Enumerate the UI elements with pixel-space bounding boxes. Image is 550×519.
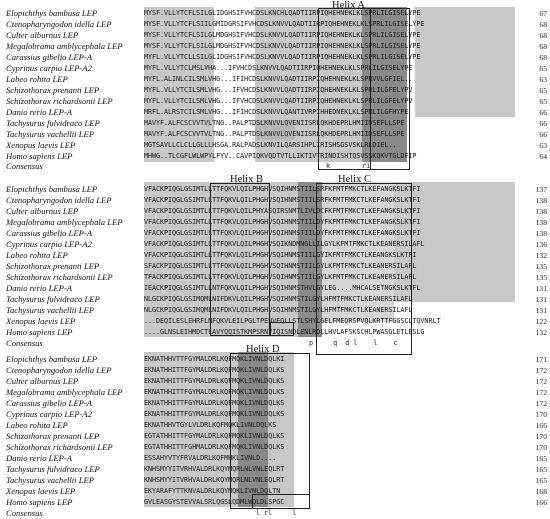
sequence: VFACKPIQGLGSIMTLLTTFQKVLQILPHGHVSQIHNMSTIILDYFKFMTFMKCTLKEFANGKSLKTFI [144,218,421,226]
alignment-row [0,118,550,129]
sequence: MYFL.ALINLCILSMLVHG...IFIHCDSLKNVVLQADTIIRPIQHEHNEKLKLSPRVVLGFIEL.. [144,75,413,83]
sequence: EKNATHHITTFGYMALDRLKQFMQKLIVNLDQLKS [144,399,285,407]
alignment-row [0,129,550,140]
residue-count: 165 [535,465,547,474]
residue-count: 132 [535,328,547,337]
alignment-row [0,475,550,486]
residue-count: 138 [535,196,547,205]
alignment-row [0,195,550,206]
sequence: NLGCKPIQGLGSIMQMLNIFDKVLQILPHGHVSQIHNMSTILGYLHFMTFMKCTLKEANERSILAFL [144,295,413,303]
alignment-row [0,96,550,107]
sequence: EKYARAFYTTKNVALDRLKQYMQKLIVNLDQLTN [144,487,281,495]
species-name: Elopichthys bambusa LEP [6,354,98,364]
alignment-row [0,206,550,217]
alignment-row [0,376,550,387]
species-name: Tachysurus vachellii LEP [6,129,95,139]
species-name: Labeo rohita LEP [6,250,68,260]
alignment-row [0,228,550,239]
species-name: Homo sapiens LEP [6,497,73,507]
sequence: MGTSAVLLCLCLLGLLLHSGA.RALPADSLKNVILQARSIHPLIRISHSGSVSKLRLDIEL.. [144,141,397,149]
sequence: MAVYF.ALFCSCVVTVLTNG..PALPTDSLKNVVLQVENIISRLQKHDEPRLHMIIDSEFLLSPE [144,119,405,127]
sequence: GVLEASGYSTEVVALSRLQGSLQDMLWQLDLSPGC [144,498,285,506]
sequence: SFACKPIQGLGSIMTLLTTFQKVLQILPHGHVSQIHNMSTIILGYLKFMTFMKCTLKEANERSILAFL [144,262,417,270]
consensus-marks: p q d l l c [309,339,398,347]
alignment-row [0,316,550,327]
residue-count: 65 [539,86,547,95]
sequence: ....GLNSLEIHMDCTLAVYQQISTKMPSRNVIQISNDLENLRDLLHVLAFSKSCHLPWASGLETLESLG [144,328,425,336]
alignment-row [0,19,550,30]
alignment-row [0,508,550,519]
residue-count: 65 [539,97,547,106]
species-name: Cyprinus carpio LEP-A2 [6,63,92,73]
species-name: Schizothorax richardsonii LEP [6,272,113,282]
species-name: Schizothorax prenanti LEP [6,85,100,95]
alignment-row [0,239,550,250]
species-name: Labeo rohita LEP [6,420,68,430]
residue-count: 171 [535,355,547,364]
alignment-row [0,8,550,19]
sequence: MHWG..TLCGFLWLWPYLFYV..CAVPIQKVQDTVTLLIKTIVTRINDISHTQSVSSKQKVTGLDFIP [144,152,417,160]
species-name: Carassius gibelio LEP-A [6,398,92,408]
residue-count: 166 [535,498,547,507]
residue-count: 170 [535,432,547,441]
alignment-row [0,431,550,442]
species-name: Megalobrama amblycephala LEP [6,217,123,227]
alignment-row [0,261,550,272]
residue-count: 66 [539,119,547,128]
alignment-row [0,387,550,398]
residue-count: 131 [535,284,547,293]
species-name: Elopichthys bambusa LEP [6,8,98,18]
residue-count: 138 [535,207,547,216]
residue-count: 68 [539,31,547,40]
residue-count: 122 [535,317,547,326]
species-name: Schizothorax richardsonii LEP [6,96,113,106]
sequence: KNHSMYYITVRHVALDRLKQYMQRLNLVNLEQLRT [144,476,285,484]
species-name: Consensus [6,338,43,348]
sequence: NLGCKPIQGLGSIMQMLNIFDKVLQILPHGHVSQIHNMSTILGYLHFMTFMKCTLKEANERSILAFL [144,306,413,314]
alignment-row [0,63,550,74]
sequence: KNHSMYYITVRHVALDRLKQYMQRLNLVNLEQLRT [144,465,285,473]
alignment-row [0,107,550,118]
residue-count: 131 [535,306,547,315]
species-name: Carassius gibelio LEP-A [6,52,92,62]
sequence: EKNATHHITTFGYMALDRLKQFMQKLIVNLDQLKS [144,366,285,374]
species-name: Xenopus laevis LEP [6,486,76,496]
residue-count: 165 [535,476,547,485]
sequence: EKNATHHVTGYLVLDRLKQFMQKLIVNLDQLKS [144,421,277,429]
alignment-row [0,272,550,283]
alignment-row [0,250,550,261]
alignment-row [0,283,550,294]
residue-count: 168 [535,487,547,496]
species-name: Homo sapiens LEP [6,151,73,161]
residue-count: 131 [535,295,547,304]
residue-count: 68 [539,53,547,62]
sequence: MAVYF.ALFCSCVVTVLTNG..PALPTDSLKNVVLQVENIISRLQKHDEPRLHMIIDSEFLLSPE [144,130,405,138]
alignment-row [0,294,550,305]
sequence: MRFL.ALRSTCILSMLVHG...IFIHCDSLKNVVLQANTIVRPIHHEDNEKLKLSPRLILGFHYPE [144,108,409,116]
sequence: EKNATHHITTFGYMALDRLKQFMQKLIVNLDQLKS [144,388,285,396]
residue-count: 165 [535,454,547,463]
residue-count: 172 [535,388,547,397]
sequence: EGTATHHITTFGYMALDRLKQFMQKLIVNLDQLKS [144,432,285,440]
sequence: ...DEQILESLEHRFLNFQKVLEILPGLTPENVEQLLSTLSHYLGELFMEQRSPVQLKRTTFGGSCLTQVNRLT [144,317,441,325]
species-name: Ctenopharyngodon idella LEP [6,365,112,375]
species-name: Megalobrama amblycephala LEP [6,387,123,397]
species-name: Culter alburnus LEP [6,30,79,40]
residue-count: 63 [539,75,547,84]
sequence: EKNATHHITTFGYMALDRLKQFMQKLIVNLDQLKS [144,410,285,418]
residue-count: 63 [539,141,547,150]
sequence: EKNATHHITTFGYMALDRLKQFMQKLIVNLDQLKS [144,377,285,385]
residue-count: 172 [535,366,547,375]
species-name: Labeo rohita LEP [6,74,68,84]
species-name: Danio rerio LEP-A [6,107,73,117]
residue-count: 66 [539,108,547,117]
species-name: Schizothorax richardsonii LEP [6,442,113,452]
species-name: Culter alburnus LEP [6,206,79,216]
sequence: MYSF.VLLYTCFLSILGLMDGHSIFVHCDSLKNVVLQADTIIRPIQHEHNEKLKLSPRLILGISELYPE [144,42,421,50]
consensus-marks: l rl l [256,509,297,517]
species-name: Cyprinus carpio LEP-A2 [6,239,92,249]
species-name: Tachysurus vachellii LEP [6,305,95,315]
species-name: Cyprinus carpio LEP-A2 [6,409,92,419]
residue-count: 135 [535,262,547,271]
helix-d-label: Helix D [246,344,280,355]
alignment-row [0,365,550,376]
sequence: EKNATHHVTTFGYMALDRLKQFMQKLIVNLDQLKI [144,355,285,363]
alignment-row [0,184,550,195]
residue-count: 132 [535,251,547,260]
residue-count: 65 [539,64,547,73]
species-name: Homo sapiens LEP [6,327,73,337]
alignment-row [0,74,550,85]
sequence: VFACKPIQGLGSIMTLLTTFQKVLQILPHGHVSQIHNMSTIILSRFKFMTFMKCTLKEFANGKSLKTFI [144,185,421,193]
sequence: VFACKPIQGLGSIMTLLTTFQKVLQILPHGHVSQIHNMSTIILGYIKFMTFMKCTLKEANGKSLKTFI [144,251,417,259]
residue-count: 67 [539,9,547,18]
sequence: MYSF.VLLYTCFLSILGLIDGHSIFVHCDSLKNCHLQADTIIRPIQHEHNEKLKLSPRLILGISELYPE [144,9,421,17]
alignment-row [0,442,550,453]
residue-count: 138 [535,218,547,227]
alignment-row [0,41,550,52]
species-name: Consensus [6,161,43,171]
sequence: MYFL.VLLYTCLMSLVHA...IFVHCDSLKNVVLQADTIIRPIQHEHNEKLKLSPRLILGISELYPE [144,64,413,72]
alignment-row [0,464,550,475]
residue-count: 172 [535,377,547,386]
sequence: MYFL.VLLYTCILSMLVHG...IFVHCDSLKNVVLQADTIIRPIQHEHNEKLKLSPRLILGFELYPV [144,86,413,94]
consensus-marks: k ri [326,162,371,170]
sequence: IEACKPIQGLGSIMTLLNTFQKVLQILPHGHVSQIHNMSTHVLGYLEG....MHCALSETNGKSLKTFL [144,284,421,292]
species-name: Carassius gibelio LEP-A [6,228,92,238]
residue-count: 170 [535,410,547,419]
alignment-row [0,52,550,63]
sequence: VFACKPIQGLGSIMTLLTTFQKVLQILPHGHVSQIKNDMNGLLILGYLKFMTFMKCTLKEANERSILAFL [144,240,425,248]
alignment-row [0,497,550,508]
alignment-row [0,398,550,409]
residue-count: 137 [535,185,547,194]
sequence: EGTATHHITTFGHMALDRLKQFMQKLIVNLDQLKS [144,443,285,451]
species-name: Danio rerio LEP-A [6,283,73,293]
alignment-row [0,409,550,420]
species-name: Consensus [6,508,43,518]
residue-count: 68 [539,20,547,29]
alignment-row [0,420,550,431]
species-name: Culter alburnus LEP [6,376,79,386]
species-name: Elopichthys bambusa LEP [6,184,98,194]
alignment-row [0,30,550,41]
residue-count: 138 [535,229,547,238]
residue-count: 66 [539,130,547,139]
sequence: MYSF.VLLYTCFLSILGLMDGHSIFVHCDSLKNVVLQADTIIRPIQHEHNEKLKLSPRLILGISELYPE [144,31,421,39]
sequence: ESSAHYVTYFRVALDRLKQFMHKLIVNLD.... [144,454,277,462]
alignment-row [0,354,550,365]
residue-count: 136 [535,240,547,249]
helix-b-label: Helix B [230,174,263,185]
species-name: Tachysurus fulvidraco LEP [6,294,100,304]
alignment-row [0,305,550,316]
sequence: MYFL.VLLYTCLLSILGLIDGHSIFVHCDSLKNVVLQADTIIRPIQHEHNEKLKLSPRLILGISELYPE [144,53,421,61]
alignment-row [0,217,550,228]
sequence: TFACKPIQGLGSIMTLLTTFQKVLQILPHGHVSQIHNMSTIILGYLKFMTFMKCTLKEANERSILAFL [144,273,417,281]
helix-a-label: Helix A [332,0,365,11]
species-name: Ctenopharyngodon idella LEP [6,195,112,205]
alignment-row [0,161,550,172]
residue-count: 166 [535,421,547,430]
species-name: Danio rerio LEP-A [6,453,73,463]
species-name: Ctenopharyngodon idella LEP [6,19,112,29]
residue-count: 64 [539,152,547,161]
sequence: VFACKPIQGLGSIMTLLTTFQKVLQILPHYASQIRSNMTLIVLDCFKFMTFMKCTLKEFANGKSLKTFI [144,207,421,215]
sequence: MYSF.VLLYTCFLSIILGMIDGRSIFVHCDSLKNVVLQADTIIRPIQHEHNEKLKLSPRLILGISELYPE [144,20,425,28]
alignment-row [0,453,550,464]
alignment-row [0,327,550,338]
sequence: MYFL.VLLYTCILSMLVHG...IFVHCDSLKNVVLQADTIIRPIQHEHNEKLKLSPRLILGFELYPV [144,97,413,105]
alignment-row [0,140,550,151]
sequence: VFACKPIQGLGSIMTLLTTFQKVLQILPHGHVSQIHNMSTIILSRFKFMTFMKCTLKEFANGKSLKTFI [144,196,421,204]
helix-c-label: Helix C [338,174,371,185]
residue-count: 172 [535,399,547,408]
sequence: VFACKPIQGLGSIMTLLTTFQKVLQILPHGHVSQIHNMSTIILDYFKFMTFMKCTLKEFANGKSLKTFI [144,229,421,237]
species-name: Xenopus laevis LEP [6,316,76,326]
species-name: Tachysurus vachellii LEP [6,475,95,485]
species-name: Tachysurus fulvidraco LEP [6,118,100,128]
species-name: Tachysurus fulvidraco LEP [6,464,100,474]
species-name: Schizothorax prenanti LEP [6,431,100,441]
species-name: Megalobrama amblycephala LEP [6,41,123,51]
residue-count: 170 [535,443,547,452]
alignment-row [0,85,550,96]
residue-count: 68 [539,42,547,51]
species-name: Xenopus laevis LEP [6,140,76,150]
residue-count: 135 [535,273,547,282]
species-name: Schizothorax prenanti LEP [6,261,100,271]
alignment-row [0,486,550,497]
